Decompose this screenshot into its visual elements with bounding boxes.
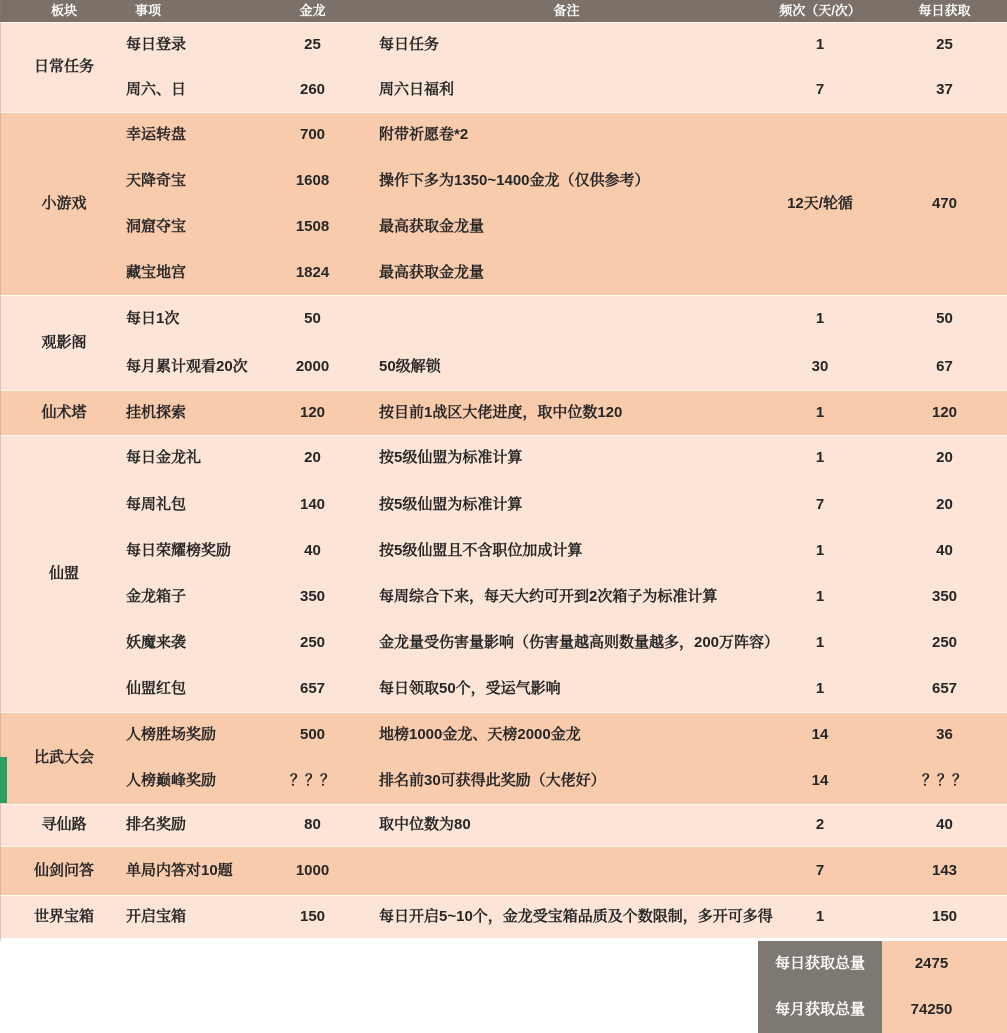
section-block	[0, 804, 1007, 846]
selection-indicator	[0, 757, 7, 803]
daily-cell[interactable]: 40	[936, 541, 953, 559]
gold-cell[interactable]: 25	[304, 35, 321, 53]
monthly-total-label[interactable]: 每月获取总量	[758, 987, 882, 1033]
note-cell[interactable]	[375, 295, 758, 343]
col-header-frequency[interactable]: 频次（天/次）	[779, 2, 861, 18]
note-cell[interactable]: 每日领取50个，受运气影响	[379, 680, 561, 698]
freq-cell[interactable]: 14	[811, 726, 829, 744]
table-body	[0, 22, 1007, 938]
note-cell[interactable]: 地榜1000金龙、天榜2000金龙	[379, 726, 581, 744]
note-cell[interactable]: 最高获取金龙量	[379, 263, 485, 281]
freq-cell[interactable]: 7	[815, 495, 825, 513]
note-cell[interactable]: 最高获取金龙量	[379, 217, 485, 235]
daily-total-value[interactable]: 2475	[882, 941, 1007, 987]
section-label[interactable]: 观影阁	[41, 333, 87, 351]
daily-cell[interactable]: 143	[931, 861, 958, 879]
gold-cell[interactable]: 657	[299, 680, 326, 698]
note-cell[interactable]: 排名前30可获得此奖励（大佬好）	[379, 772, 606, 790]
gold-cell[interactable]: 20	[304, 449, 321, 467]
daily-cell[interactable]: 67	[936, 357, 953, 375]
gold-cell[interactable]: 120	[299, 403, 326, 421]
freq-cell[interactable]: 1	[815, 35, 825, 53]
section-label[interactable]: 仙盟	[48, 564, 79, 582]
item-cell[interactable]: 周六、日	[126, 80, 187, 98]
freq-cell[interactable]: 1	[815, 310, 825, 328]
daily-cell[interactable]: 250	[931, 634, 958, 652]
item-cell[interactable]: 金龙箱子	[126, 587, 187, 605]
gold-cell[interactable]: 1824	[295, 263, 330, 281]
daily-cell[interactable]: 20	[936, 495, 953, 513]
freq-merged-cell[interactable]: 12天/轮循	[787, 194, 853, 212]
note-cell[interactable]: 金龙量受伤害量影响（伤害量越高则数量越多，200万阵容）	[379, 634, 780, 652]
item-cell[interactable]: 人榜胜场奖励	[126, 726, 217, 744]
freq-cell[interactable]: 1	[815, 449, 825, 467]
totals-footer	[0, 941, 1007, 1033]
daily-cell[interactable]: 20	[936, 449, 953, 467]
note-cell[interactable]: 每日开启5~10个，金龙受宝箱品质及个数限制，多开可多得	[379, 907, 773, 925]
item-cell[interactable]: 每月累计观看20次	[126, 357, 248, 375]
note-cell[interactable]: 附带祈愿卷*2	[379, 126, 469, 144]
note-cell[interactable]: 每日任务	[379, 35, 440, 53]
item-cell[interactable]: 单局内答对10题	[126, 861, 233, 879]
gold-cell[interactable]: 1508	[295, 217, 330, 235]
daily-total-label[interactable]: 每日获取总量	[758, 941, 882, 987]
item-cell[interactable]: 每日1次	[126, 310, 180, 328]
freq-cell[interactable]: 1	[815, 634, 825, 652]
gold-cell[interactable]: 1608	[295, 172, 330, 189]
item-cell[interactable]: 排名奖励	[126, 816, 187, 834]
section-block	[0, 712, 1007, 804]
section-block	[0, 295, 1007, 390]
daily-cell[interactable]: 25	[936, 35, 953, 53]
item-cell[interactable]: 每周礼包	[126, 495, 187, 513]
note-cell[interactable]: 50级解锁	[379, 357, 441, 375]
freq-cell[interactable]: 14	[811, 772, 829, 790]
table-header-row	[0, 0, 1007, 22]
col-header-note[interactable]: 备注	[553, 2, 580, 18]
gold-cell[interactable]: 250	[299, 634, 326, 652]
item-cell[interactable]: 天降奇宝	[126, 172, 187, 189]
section-block	[0, 390, 1007, 435]
daily-merged-cell[interactable]: 470	[931, 194, 958, 212]
section-label[interactable]: 仙剑问答	[33, 861, 94, 879]
section-block	[0, 895, 1007, 938]
note-cell[interactable]: 取中位数为80	[379, 816, 471, 834]
freq-cell[interactable]: 7	[815, 80, 825, 98]
section-block	[0, 435, 1007, 712]
freq-cell[interactable]: 2	[815, 816, 825, 834]
item-cell[interactable]: 藏宝地宫	[126, 263, 187, 281]
section-block	[0, 22, 1007, 112]
item-cell[interactable]: 每日登录	[126, 35, 187, 53]
gold-cell[interactable]: ？？？	[289, 772, 335, 790]
section-label[interactable]: 世界宝箱	[33, 907, 94, 925]
note-cell[interactable]: 周六日福利	[379, 80, 455, 98]
col-header-section[interactable]: 板块	[50, 2, 77, 18]
item-cell[interactable]: 开启宝箱	[126, 907, 187, 925]
gold-cell[interactable]: 500	[299, 726, 326, 744]
daily-cell[interactable]: 150	[931, 907, 958, 925]
item-cell[interactable]: 挂机探索	[126, 403, 187, 421]
monthly-total-value[interactable]: 74250	[882, 987, 1007, 1033]
note-cell[interactable]: 按目前1战区大佬进度，取中位数120	[379, 403, 623, 421]
section-label[interactable]: 日常任务	[33, 58, 94, 76]
freq-cell[interactable]: 1	[815, 587, 825, 605]
section-label[interactable]: 仙术塔	[41, 403, 87, 421]
item-cell[interactable]: 每日荣耀榜奖励	[126, 541, 232, 559]
gold-cell[interactable]: 350	[299, 587, 326, 605]
daily-cell[interactable]: ？？？	[921, 772, 967, 790]
freq-cell[interactable]: 7	[815, 861, 825, 879]
note-cell[interactable]: 操作下多为1350~1400金龙（仅供参考）	[379, 172, 650, 189]
item-cell[interactable]: 人榜巅峰奖励	[126, 772, 217, 790]
gold-cell[interactable]: 150	[299, 907, 326, 925]
freq-cell[interactable]: 1	[815, 907, 825, 925]
gold-cell[interactable]: 700	[299, 126, 326, 144]
daily-cell[interactable]: 36	[936, 726, 953, 744]
note-cell[interactable]: 按5级仙盟且不含职位加成计算	[379, 541, 583, 559]
item-cell[interactable]: 洞窟夺宝	[126, 217, 187, 235]
col-header-daily-gain[interactable]: 每日获取	[918, 2, 971, 18]
item-cell[interactable]: 幸运转盘	[126, 126, 187, 144]
daily-cell[interactable]: 350	[931, 587, 958, 605]
gold-cell[interactable]: 2000	[295, 357, 330, 375]
gold-cell[interactable]: 80	[304, 816, 321, 834]
freq-cell[interactable]: 1	[815, 680, 825, 698]
daily-cell[interactable]: 120	[931, 403, 958, 421]
section-block	[0, 112, 1007, 295]
gold-cell[interactable]: 40	[304, 541, 321, 559]
item-cell[interactable]: 仙盟红包	[126, 680, 187, 698]
section-label[interactable]: 小游戏	[41, 194, 87, 212]
daily-cell[interactable]: 657	[931, 680, 958, 698]
header-spacer-cell	[0, 0, 8, 22]
note-cell[interactable]: 按5级仙盟为标准计算	[379, 495, 523, 513]
item-cell[interactable]: 每日金龙礼	[126, 449, 202, 467]
freq-cell[interactable]: 1	[815, 403, 825, 421]
col-header-gold[interactable]: 金龙	[299, 2, 326, 18]
section-block	[0, 846, 1007, 895]
section-label[interactable]: 寻仙路	[41, 816, 87, 834]
daily-cell[interactable]: 37	[936, 80, 953, 98]
freq-cell[interactable]: 30	[811, 357, 829, 375]
daily-cell[interactable]: 40	[936, 816, 953, 834]
daily-cell[interactable]: 50	[936, 310, 953, 328]
note-cell[interactable]	[375, 846, 758, 895]
gold-cell[interactable]: 260	[299, 80, 326, 98]
note-cell[interactable]: 每周综合下来，每天大约可开到2次箱子为标准计算	[379, 587, 718, 605]
section-label[interactable]: 比武大会	[33, 749, 94, 767]
note-cell[interactable]: 按5级仙盟为标准计算	[379, 449, 523, 467]
item-cell[interactable]: 妖魔来袭	[126, 634, 187, 652]
col-header-item[interactable]: 事项	[135, 2, 162, 18]
gold-cell[interactable]: 1000	[295, 861, 330, 879]
gold-cell[interactable]: 140	[299, 495, 326, 513]
gold-cell[interactable]: 50	[304, 310, 321, 328]
freq-cell[interactable]: 1	[815, 541, 825, 559]
